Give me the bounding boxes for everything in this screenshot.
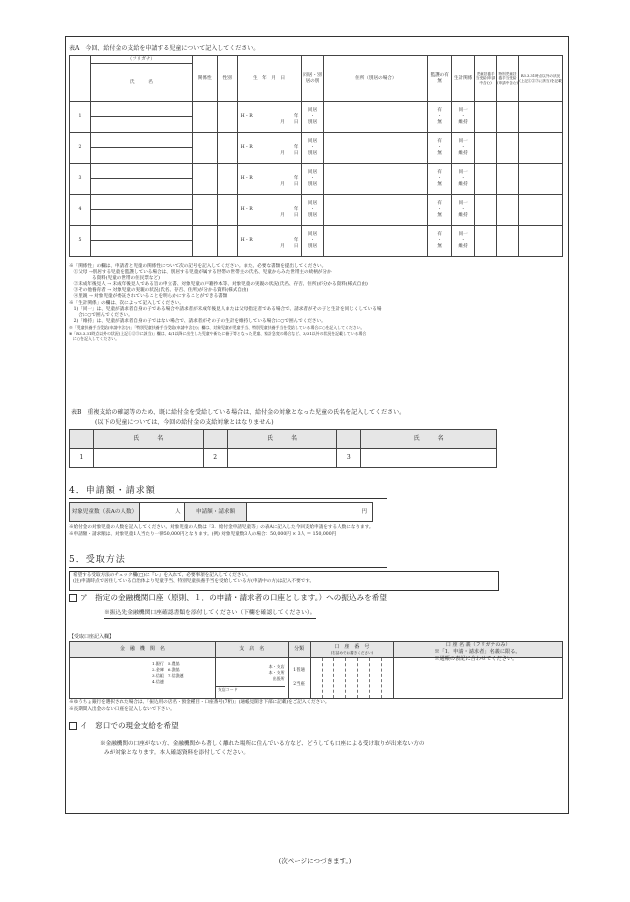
table-b-name-3[interactable] (361, 449, 497, 468)
option-a-label: ア 指定の金融機関口座（原則、１．の申請・請求者の口座とします。）への振込みを希望 (80, 593, 387, 602)
sup-opt-1: 有 (437, 201, 442, 206)
header-cohab: 同居・別居の別 (301, 56, 324, 102)
supervision-field[interactable] (428, 102, 452, 133)
holder-note-1: ※「1．申請・請求者」名義に限る。 (434, 649, 521, 655)
table-a-note: 合に○で囲んでください。 (69, 312, 133, 318)
sup-sep: ・ (437, 114, 442, 119)
bank-type-option: 4.信連 (152, 679, 164, 684)
section-4-rule (69, 498, 387, 499)
amount-table (69, 502, 373, 522)
header-relation: 関係性 (192, 56, 217, 102)
year-label: 年 (293, 238, 299, 243)
sup-opt-2: 無 (437, 244, 442, 249)
option-b-checkbox[interactable] (69, 722, 77, 730)
bank-table (69, 641, 563, 699)
sex-field[interactable] (217, 226, 237, 257)
bank-type-option: 2.金庫 6.漁協 (152, 667, 180, 672)
branch-field[interactable] (215, 658, 288, 699)
liv-opt-2: 維持 (458, 151, 468, 156)
row-number: 2 (70, 133, 91, 164)
month-day-label: 月 日 (280, 244, 299, 249)
option-a-note: ※振込先金融機関口座確認書類を添付してください（下欄を確認してください）。 (104, 610, 316, 619)
table-b-header-2: 氏 名 (227, 430, 337, 449)
table-b (69, 429, 497, 468)
furigana-field[interactable] (90, 226, 192, 241)
sup-opt-1: 有 (437, 232, 442, 237)
table-a-note: ①父母 →別居する児童を監護している場合は、別居する児童が属する世帯の世帯主の氏名、児童からみた世帯主の続柄が分か (69, 270, 332, 276)
birth-field[interactable] (237, 133, 301, 164)
cohab-opt-2: 別居 (307, 182, 318, 187)
sup-opt-1: 有 (437, 139, 442, 144)
col-a-field[interactable] (475, 226, 497, 257)
col-b-field[interactable] (497, 164, 519, 195)
table-a-note: ③その他養育者 → 対象児童の実親の状況(氏名、存否、住所)が分かる資料(様式自由) (69, 288, 249, 294)
header-birth: 生 年 月 日 (237, 56, 301, 102)
header-supervision: 監護の有無 (428, 56, 452, 102)
sup-opt-1: 有 (437, 170, 442, 175)
supervision-field[interactable] (428, 195, 452, 226)
bank-type-option: 1.銀行 5.農協 (152, 661, 180, 666)
cohab-field[interactable] (301, 226, 324, 257)
table-b-name-1[interactable] (93, 449, 203, 468)
col-b-field[interactable] (497, 195, 519, 226)
table-a-note: 2)「維持」は、児童が請求者自身の子ではない場合で、請求者がその子の生計を維持している場合に○で囲んでください。 (69, 318, 326, 324)
supervision-field[interactable] (428, 133, 452, 164)
month-day-label: 月 日 (280, 120, 299, 125)
name-field[interactable] (90, 117, 192, 133)
cohab-opt-1: 同居 (307, 108, 318, 113)
name-field[interactable] (90, 241, 192, 257)
cohab-opt-1: 同居 (307, 232, 318, 237)
address-field[interactable] (324, 164, 428, 195)
cohab-opt-2: 別居 (307, 213, 318, 218)
cohab-field[interactable] (301, 133, 324, 164)
section-5-intro-box (69, 571, 499, 591)
branch-name-header: 支 店 名 (215, 642, 288, 658)
sup-opt-2: 無 (437, 120, 442, 125)
birth-field[interactable] (237, 164, 301, 195)
table-a-row (70, 102, 563, 117)
era-label: H・R (240, 114, 253, 119)
month-day-label: 月 日 (280, 213, 299, 218)
holder-note-2: ※通帳の表記に合わせてください。 (434, 656, 518, 662)
sup-opt-1: 有 (437, 108, 442, 113)
bank-name-header: 金 融 機 関 名 (70, 642, 216, 658)
col-c-field[interactable] (519, 226, 563, 257)
cohab-field[interactable] (301, 195, 324, 226)
col-c-field[interactable] (519, 102, 563, 133)
month-day-label: 月 日 (280, 182, 299, 187)
sex-field[interactable] (217, 164, 237, 195)
liv-sep: ・ (460, 207, 466, 212)
name-field[interactable] (90, 148, 192, 164)
header-col-b: 特別児童扶養手当受給(申請中含む) (497, 56, 519, 102)
branch-type-option: 本・支店 (268, 664, 285, 669)
acct-type-option: 1普通 (293, 668, 305, 673)
option-a[interactable] (69, 593, 387, 602)
address-field[interactable] (324, 133, 428, 164)
table-b-caption: 表B 重複支給の確認等のため、既に給付金を受給している場合は、給付金の対象となった児童の氏名を記入してください。 (71, 409, 406, 416)
name-field[interactable] (90, 210, 192, 226)
cohab-sep: ・ (310, 176, 315, 181)
name-field[interactable] (90, 179, 192, 195)
era-label: H・R (240, 207, 253, 212)
table-a-row (70, 133, 563, 148)
sup-opt-2: 無 (437, 151, 442, 156)
option-b-label: イ 窓口での現金支給を希望 (80, 721, 179, 730)
table-a-note: ※「R3.3.31時点以外の状況(上記①②③に該当)」欄は、4/1以降に出生した児童や新たに養子等となった児童、家計急変の場合など、3/31以外の状況を記載している場合 (69, 330, 367, 336)
acct-digit-box[interactable] (323, 658, 335, 698)
cohab-sep: ・ (310, 238, 315, 243)
acct-no-sub: (右詰めでお書きください) (330, 650, 374, 655)
liv-sep: ・ (460, 238, 466, 243)
section-4-note-1: ※給付金の対象児童の人数を記入してください。対象児童の人数は「3．給付金申請児童等」の表Aに記入した今回支給申請をする人数になります。 (69, 525, 374, 530)
birth-field[interactable] (237, 226, 301, 257)
table-a-note: ②未成年後見人 → 未成年後見人である旨の申立書、対象児童の戸籍抄本等、対象児童の実親の状況(氏名、存否、住所)が分かる資料(様式自由) (69, 282, 368, 288)
liv-opt-2: 維持 (458, 244, 468, 249)
option-b-note-2: みが対象となります。本人確認資料を添付してください。 (104, 750, 249, 756)
sup-opt-2: 無 (437, 213, 442, 218)
acct-digit-box[interactable] (311, 658, 323, 698)
header-address: 住所（別居の場合） (324, 56, 428, 102)
table-b-header-1: 氏 名 (93, 430, 203, 449)
table-b-name-2[interactable] (227, 449, 337, 468)
address-field[interactable] (324, 226, 428, 257)
acct-type-field[interactable] (288, 658, 310, 699)
row-number: 5 (70, 226, 91, 257)
header-sex: 性別 (217, 56, 237, 102)
birth-field[interactable] (237, 195, 301, 226)
birth-field[interactable] (237, 102, 301, 133)
era-label: H・R (240, 145, 253, 150)
header-furigana: （フリガナ） (90, 56, 192, 64)
table-b-header-3: 氏 名 (361, 430, 497, 449)
table-a-note: ※「関係性」の欄は、申請者と児童の関係性について次の記号を記入してください。また、必要な書類を提出してください。 (69, 264, 327, 269)
table-a-note: る資料(児童の世帯の住民票など) (69, 276, 160, 282)
liv-sep: ・ (460, 145, 466, 150)
livelihood-field[interactable] (452, 102, 475, 133)
supervision-field[interactable] (428, 164, 452, 195)
address-field[interactable] (324, 102, 428, 133)
cohab-opt-1: 同居 (307, 201, 318, 206)
section-5-rule (69, 567, 387, 568)
furigana-field[interactable] (90, 102, 192, 117)
holder-label: 口 座 名 義（フリガナのみ） (445, 642, 511, 648)
table-a-note: ④里親 → 対象児童が委託されていることを明らかにすることができる書類 (69, 294, 228, 300)
col-c-field[interactable] (519, 133, 563, 164)
sup-sep: ・ (437, 238, 442, 243)
header-name: 氏 名 (90, 64, 192, 102)
col-b-field[interactable] (497, 226, 519, 257)
header-livelihood: 生計関係 (452, 56, 475, 102)
col-c-field[interactable] (519, 195, 563, 226)
table-b-num-1: 1 (70, 449, 94, 468)
type-header: 分類 (288, 642, 310, 658)
liv-opt-1: 同一 (458, 108, 468, 113)
table-b-num-3: 3 (337, 449, 361, 468)
liv-opt-2: 維持 (458, 182, 468, 187)
sex-field[interactable] (217, 195, 237, 226)
relation-field[interactable] (192, 102, 217, 133)
livelihood-field[interactable] (452, 195, 475, 226)
col-a-field[interactable] (475, 164, 497, 195)
col-b-field[interactable] (497, 102, 519, 133)
amount-label: 申請額・請求額 (184, 503, 247, 522)
liv-opt-1: 同一 (458, 170, 468, 175)
amount-unit: 円 (361, 508, 367, 515)
option-b[interactable] (69, 721, 179, 730)
table-a-caption: 表A 今回、給付金の支給を申請する児童について記入してください。 (69, 45, 260, 52)
row-number: 1 (70, 102, 91, 133)
acct-digit-box[interactable] (346, 658, 358, 698)
col-a-field[interactable] (475, 195, 497, 226)
liv-sep: ・ (460, 114, 466, 119)
year-label: 年 (293, 176, 299, 181)
month-day-label: 月 日 (280, 151, 299, 156)
relation-field[interactable] (192, 133, 217, 164)
table-a-note: ※「児童扶養手当受給(申請中含む)」「特別児童扶養手当受給(申請中含む)」欄は、対象児童が児童手当、特別児童扶養手当を受給している場合に○を記入してください。 (69, 324, 365, 330)
furigana-field[interactable] (90, 133, 192, 148)
liv-opt-1: 同一 (458, 232, 468, 237)
sup-sep: ・ (437, 145, 442, 150)
relation-field[interactable] (192, 226, 217, 257)
livelihood-field[interactable] (452, 226, 475, 257)
bank-note-2: ※長期間入出金のない口座を記入しないで下さい。 (69, 707, 175, 712)
cohab-sep: ・ (310, 145, 315, 150)
col-b-field[interactable] (497, 133, 519, 164)
option-a-checkbox[interactable] (69, 594, 77, 602)
liv-opt-1: 同一 (458, 139, 468, 144)
row-number: 3 (70, 164, 91, 195)
header-col-c: R3.3.31時点以外の状況(上記①②③に該当)を記載 (519, 56, 563, 102)
holder-field[interactable] (394, 649, 563, 699)
liv-sep: ・ (460, 176, 466, 181)
table-a-note: ※「生計関係」の欄は、次によって記入してください。 (69, 300, 184, 306)
col-a-field[interactable] (475, 102, 497, 133)
branch-type-option: 出張所 (272, 676, 285, 681)
section-4-note-2: ※申請額・請求額は、対象児童1人当たり一律50,000円となります。(例) 対象児童数3人の場合：50,000円 × 3人 ＝ 150,000円 (69, 532, 337, 537)
section-5-intro-1: 希望する受取方法のチェック欄(□)に『レ』を入れて、必要事項を記入してください。 (73, 573, 251, 578)
era-label: H・R (240, 176, 253, 181)
acct-type-option: 2当座 (293, 682, 305, 687)
address-field[interactable] (324, 195, 428, 226)
table-a-note: 1)「同一」は、児童が請求者自身の子である場合や請求者が未成年後見人または父母指定者である場合で、請求者がその子と生計を同じくしている場 (69, 306, 382, 312)
table-b-num-2: 2 (203, 449, 227, 468)
amount-field[interactable] (247, 503, 373, 522)
section-5-intro-2: (注)申請時点で居住している自治体より児童手当、特別児童扶養手当を受給している方(申請中の方)は記入不要です。 (73, 579, 315, 585)
sup-sep: ・ (437, 176, 442, 181)
furigana-field[interactable] (90, 195, 192, 210)
count-label: 対象児童数（表Aの人数） (70, 503, 140, 522)
table-a-row (70, 164, 563, 179)
acct-no-field[interactable] (310, 658, 394, 699)
acct-no-label: 口 座 番 号 (334, 643, 370, 650)
cohab-field[interactable] (301, 102, 324, 133)
cohab-field[interactable] (301, 164, 324, 195)
liv-opt-1: 同一 (458, 201, 468, 206)
count-field[interactable] (139, 503, 184, 522)
table-b-subcaption: (以下の児童については、今回の給付金の支給対象とはなりません) (95, 419, 274, 426)
sup-opt-2: 無 (437, 182, 442, 187)
cohab-opt-1: 同居 (307, 170, 318, 175)
liv-opt-2: 維持 (458, 213, 468, 218)
option-b-note-1: ※金融機関の口座がない方、金融機関から著しく離れた場所に住んでいる方など、どうしても口座による受け取りが出来ない方の (100, 741, 425, 747)
year-label: 年 (293, 145, 299, 150)
liv-opt-2: 維持 (458, 120, 468, 125)
year-label: 年 (293, 114, 299, 119)
col-c-field[interactable] (519, 164, 563, 195)
bank-name-field[interactable] (70, 658, 216, 699)
branch-code-label: 支店コード (216, 686, 285, 692)
bank-table-label: 【受取口座記入欄】 (69, 634, 115, 640)
bank-note-1: ※ゆうちょ銀行を選択された場合は、「振込用の店名・預金種目・口座番号(7桁)」(通帳見開き下部に記載)をご記入ください。 (69, 700, 330, 705)
cohab-opt-1: 同居 (307, 139, 318, 144)
relation-field[interactable] (192, 195, 217, 226)
acct-digit-box[interactable] (370, 658, 382, 698)
table-a-row (70, 226, 563, 241)
acct-no-header (310, 642, 394, 658)
header-col-a: 児童扶養手当受給(申請中含む) (475, 56, 497, 102)
acct-digit-box[interactable] (382, 658, 393, 698)
cohab-opt-2: 別居 (307, 151, 318, 156)
year-label: 年 (293, 207, 299, 212)
cohab-opt-2: 別居 (307, 244, 318, 249)
cohab-opt-2: 別居 (307, 120, 318, 125)
section-4-title: 4．申請額・請求額 (69, 486, 156, 496)
table-a-note: に○を記入してください。 (69, 336, 120, 342)
col-a-field[interactable] (475, 133, 497, 164)
acct-digit-box[interactable] (334, 658, 346, 698)
table-a-row (70, 195, 563, 210)
section-5-title: 5．受取方法 (69, 555, 126, 565)
era-label: H・R (240, 238, 253, 243)
count-unit: 人 (175, 508, 181, 515)
sex-field[interactable] (217, 133, 237, 164)
livelihood-field[interactable] (452, 133, 475, 164)
acct-digit-box[interactable] (358, 658, 370, 698)
table-a-notes (69, 264, 381, 342)
cohab-sep: ・ (310, 114, 315, 119)
branch-type-option: 本・支所 (268, 670, 285, 675)
cohab-sep: ・ (310, 207, 315, 212)
sup-sep: ・ (437, 207, 442, 212)
table-a (69, 55, 563, 257)
supervision-field[interactable] (428, 226, 452, 257)
row-number: 4 (70, 195, 91, 226)
bank-type-option: 3.信組 7.信漁連 (152, 673, 184, 678)
relation-field[interactable] (192, 164, 217, 195)
livelihood-field[interactable] (452, 164, 475, 195)
sex-field[interactable] (217, 102, 237, 133)
page-footer: (次ページにつづきます。) (278, 857, 352, 865)
furigana-field[interactable] (90, 164, 192, 179)
